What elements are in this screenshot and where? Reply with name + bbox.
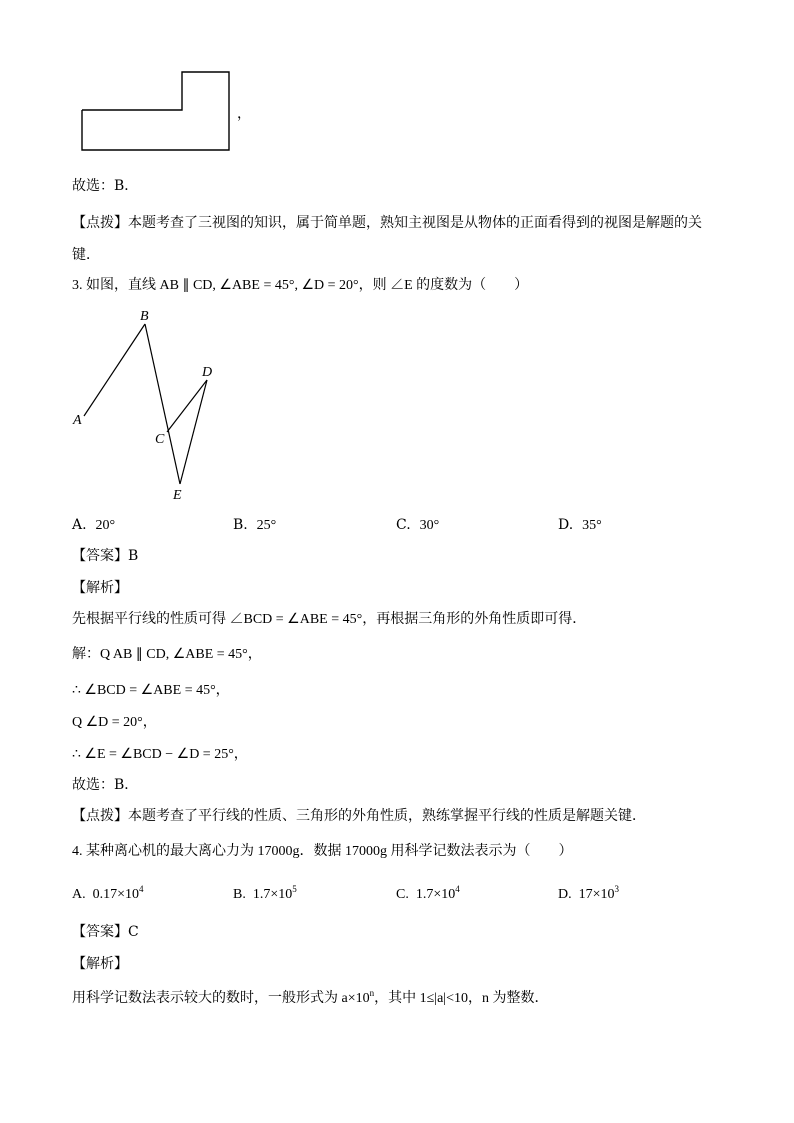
option-exponent: 3 [614,884,620,894]
segment-ab [84,324,145,416]
option-exponent: 4 [139,884,144,894]
q3-solution-line2: ∴ ∠BCD = ∠ABE = 45°， [72,683,230,698]
label-e: E [173,488,182,503]
q3-comment: 【点拨】本题考查了平行线的性质、三角形的外角性质，熟练掌握平行线的性质是解题关键． [72,808,646,824]
option-base: 1.7×10 [415,887,456,902]
option-letter: C. [396,517,411,533]
q3-solution-line1: 解：Q AB ∥ CD, ∠ABE = 45°， [72,647,262,662]
q4-answer: 【答案】C [72,924,139,940]
q3-solution-line3: Q ∠D = 20°， [72,715,157,730]
option-letter: D. [558,887,572,902]
l-shape-figure [0,0,260,160]
q3-question: 3. 如图，直线 AB ∥ CD, ∠ABE = 45°, ∠D = 20°，则 ∠E 的度数为（ ） [72,278,529,293]
q4-option-d [558,885,619,905]
q4-analysis-pre: 用科学记数法表示较大的数时，一般形式为 a×10 [72,991,370,1006]
q3-option-b [233,515,276,536]
segment-be [145,324,180,484]
option-letter: C. [396,887,409,902]
prev-choice: 故选：B． [72,178,139,194]
prev-comment-line2: 键． [72,247,100,263]
option-exponent: 5 [292,884,297,894]
q3-option-c [396,515,439,536]
q3-geometry-figure [60,300,240,510]
l-shape-outline [82,72,229,150]
option-value: 25° [256,518,277,533]
option-base: 0.17×10 [92,887,140,902]
segment-cd [167,380,207,432]
option-letter: B. [233,887,246,902]
option-value: 35° [582,518,602,533]
label-c: C [155,432,165,447]
label-b: B [140,309,149,324]
q4-analysis-title: 【解析】 [72,956,128,972]
q4-option-c [396,885,460,905]
option-value: 20° [95,518,116,533]
q4-analysis-post: ，其中 1≤|a|<10，n 为整数． [374,991,549,1006]
q3-answer: 【答案】B [72,548,139,564]
q3-analysis-title: 【解析】 [72,580,128,596]
q4-option-b [233,885,297,905]
label-d: D [202,365,213,380]
prev-comment-line1: 【点拨】本题考查了三视图的知识，属于简单题，熟知主视图是从物体的正面看得到的视图是解题的关 [72,215,702,231]
figure-comma: ， [237,106,251,122]
q3-choice: 故选：B． [72,777,139,793]
q3-option-d [558,515,602,536]
q3-solution-line4: ∴ ∠E = ∠BCD − ∠D = 25°， [72,747,248,762]
option-letter: A. [72,887,86,902]
option-base: 17×10 [578,887,615,902]
q3-option-a [72,515,115,536]
option-value: 30° [419,518,440,533]
segment-de [180,380,207,484]
q4-question: 4. 某种离心机的最大离心力为 17000g．数据 17000g 用科学记数法表示为（ ） [72,844,573,859]
option-letter: A. [72,517,87,533]
label-a: A [73,413,82,428]
q4-analysis-exponent: n [369,988,375,998]
q4-analysis-text [72,989,549,1009]
option-base: 1.7×10 [252,887,293,902]
q3-analysis-text: 先根据平行线的性质可得 ∠BCD = ∠ABE = 45°，再根据三角形的外角性质即可得． [72,612,587,627]
option-letter: B. [233,517,248,533]
option-exponent: 4 [455,884,460,894]
option-letter: D. [558,517,574,533]
q4-option-a [72,885,144,905]
